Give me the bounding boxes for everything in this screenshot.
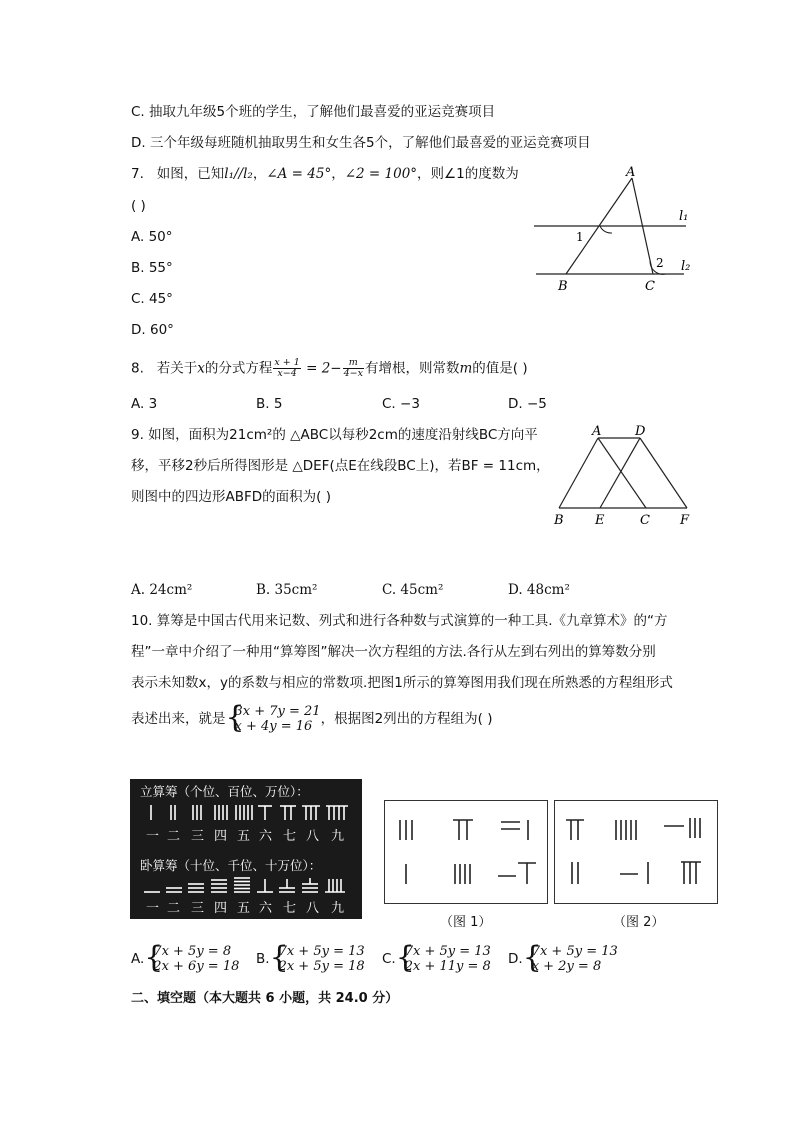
segment-ac [598,438,646,508]
q10-option-a [131,940,240,975]
q8-option-b: B. 5 [256,396,283,412]
q7-option-b: B. 55° [131,260,173,276]
option-system: { 7x + 5y = 8 2x + 6y = 18 [144,940,240,975]
q8-frac1-den: x−4 [277,368,297,379]
q10-line-2: 程”一章中介绍了一种用“算筹图”解决一次方程组的方法.各行从左到右列出的算筹数分别 [131,644,656,660]
q8-frac2-num: m [343,358,364,369]
legend-title-horizontal: 卧算筹（十位、千位、十万位）： [140,858,322,873]
q8-text-c: 有增根，则常数 [364,360,460,377]
svg-text:一: 一 [146,829,160,844]
q8-fraction-1 [273,358,300,379]
q7-number: 7. [131,166,144,182]
svg-text:八: 八 [306,829,320,844]
q10-option-c [382,940,491,975]
q7-option-d: D. 60° [131,322,174,338]
q7-paren: ( ) [131,198,146,214]
segment-df [640,438,687,508]
label-e: E [595,513,605,528]
label-l1: l₁ [679,209,689,224]
q7-text-a: 如图，已知 [156,166,225,182]
q7-option-c: C. 45° [131,291,173,307]
svg-text:一: 一 [146,901,160,916]
svg-text:二: 二 [167,829,181,844]
system-row-1: 7x + 5y = 13 [278,944,365,959]
q9-option-a: A. 24cm² [131,582,193,598]
label-l2: l₂ [681,259,691,274]
option-label: B. [256,951,270,967]
q8-fraction-2 [343,358,364,379]
section-2-title: 二、填空题（本大题共 6 小题，共 24.0 分） [131,991,399,1006]
fig2-caption: （图 2） [613,915,665,930]
q10-option-b [256,940,365,975]
q9-figure [548,420,708,532]
q9-line-3: 则图中的四边形ABFD的面积为( ) [131,489,331,505]
q6-option-d: D. 三个年级每班随机抽取男生和女生各5个，了解他们最喜爱的亚运竞赛项目 [131,135,591,151]
option-label: A. [131,951,145,967]
q8-option-d: D. −5 [508,396,547,412]
q10-text-b: ，根据图2列出的方程组为( ) [320,711,493,727]
label-angle-1: 1 [576,230,584,244]
svg-text:三: 三 [191,901,205,916]
label-d: D [635,424,646,439]
q10-text-a: 表述出来，就是 [131,711,226,727]
q10-line-1: 10. 算筹是中国古代用来记数、列式和进行各种数与式演算的一种工具.《九章算术》的“方 [131,613,668,629]
svg-text:四: 四 [214,901,228,916]
q7-stem [131,164,519,184]
option-system: { 7x + 5y = 13 2x + 5y = 18 [269,940,365,975]
q9-option-d: D. 48cm² [508,582,570,598]
legend-digits-row-2 [146,900,344,916]
svg-text:二: 二 [167,901,181,916]
fig1-caption: （图 1） [440,915,492,930]
q10-option-d [508,940,618,975]
svg-text:五: 五 [237,901,251,916]
q6-option-c: C. 抽取九年级5个班的学生，了解他们最喜爱的亚运竞赛项目 [131,104,496,120]
counting-rods-legend [130,779,362,919]
svg-text:八: 八 [306,901,320,916]
system-row-2: 2x + 6y = 18 [153,959,240,974]
svg-text:九: 九 [331,901,345,916]
svg-text:七: 七 [283,829,297,844]
q8-option-c: C. −3 [382,396,420,412]
label-b: B [558,279,568,294]
q8-frac1-num: x + 1 [274,357,300,368]
segment-ab [559,438,598,508]
q8-stem [131,358,528,379]
q7-text-b: ， [252,166,267,182]
q8-frac2-den: 4−x [343,368,363,379]
q9-line-1: 9. 如图，面积为21cm²的 △ABC以每秒2cm的速度沿射线BC方向平 [131,427,538,443]
svg-text:六: 六 [259,829,273,844]
q8-option-a: A. 3 [131,396,158,412]
system-row-1: 3x + 7y = 21 [234,704,321,719]
system-row-2: x + 2y = 8 [531,959,602,974]
system-row-2: x + 4y = 16 [234,719,313,734]
svg-text:五: 五 [237,829,251,844]
q7-text-d: ，则∠1的度数为 [417,166,519,182]
rod-figure-1 [384,800,548,904]
option-system: { 7x + 5y = 13 2x + 11y = 8 [395,940,491,975]
svg-text:九: 九 [331,829,345,844]
q8-text-b: 的分式方程 [204,360,273,377]
q7-angle-a: ∠A = 45° [266,166,332,182]
svg-text:六: 六 [259,901,273,916]
q7-angle-2: ∠2 = 100° [344,166,418,182]
segment-de [600,438,640,508]
label-a: A [626,165,636,180]
angle-1-arc [600,226,612,233]
label-c: C [645,279,655,294]
q8-text-a: 若关于 [156,360,198,377]
system-row-1: 7x + 5y = 13 [404,944,491,959]
svg-text:三: 三 [191,829,205,844]
q9-option-c: C. 45cm² [382,582,444,598]
q7-figure [528,160,708,295]
legend-title-vertical: 立算筹（个位、百位、万位）： [140,784,309,799]
q8-var-m: m [459,360,473,377]
label-f: F [680,513,690,528]
system-row-2: 2x + 11y = 8 [404,959,491,974]
label-c: C [640,513,650,528]
option-label: D. [508,951,523,967]
option-label: C. [382,951,396,967]
q10-example-system: { 3x + 7y = 21 x + 4y = 16 [225,700,321,735]
q10-line-3: 表示未知数x，y的系数与相应的常数项.把图1所示的算筹图用我们现在所熟悉的方程组形式 [131,675,673,691]
label-a: A [592,424,602,439]
system-row-1: 7x + 5y = 8 [153,944,232,959]
q8-text-d: 的值是( ) [472,360,528,377]
system-row-2: 2x + 5y = 18 [278,959,365,974]
option-system: { 7x + 5y = 13 x + 2y = 8 [522,940,618,975]
q7-text-c: ， [331,166,345,182]
label-angle-2: 2 [656,256,664,270]
system-row-1: 7x + 5y = 13 [531,944,618,959]
q9-line-2: 移，平移2秒后所得图形是 △DEF(点E在线段BC上)，若BF = 11cm， [131,458,550,474]
svg-text:四: 四 [214,829,228,844]
q8-eq: = 2− [301,360,342,377]
q9-option-b: B. 35cm² [256,582,318,598]
q7-option-a: A. 50° [131,229,173,245]
q7-parallel: l₁//l₂ [224,166,253,182]
q8-var-x: x [197,360,205,377]
legend-digits-row-1 [146,828,344,844]
rod-figure-2 [554,800,718,904]
label-b: B [554,513,564,528]
q10-line-4 [131,700,493,735]
svg-text:七: 七 [283,901,297,916]
q8-number: 8. [131,360,144,377]
